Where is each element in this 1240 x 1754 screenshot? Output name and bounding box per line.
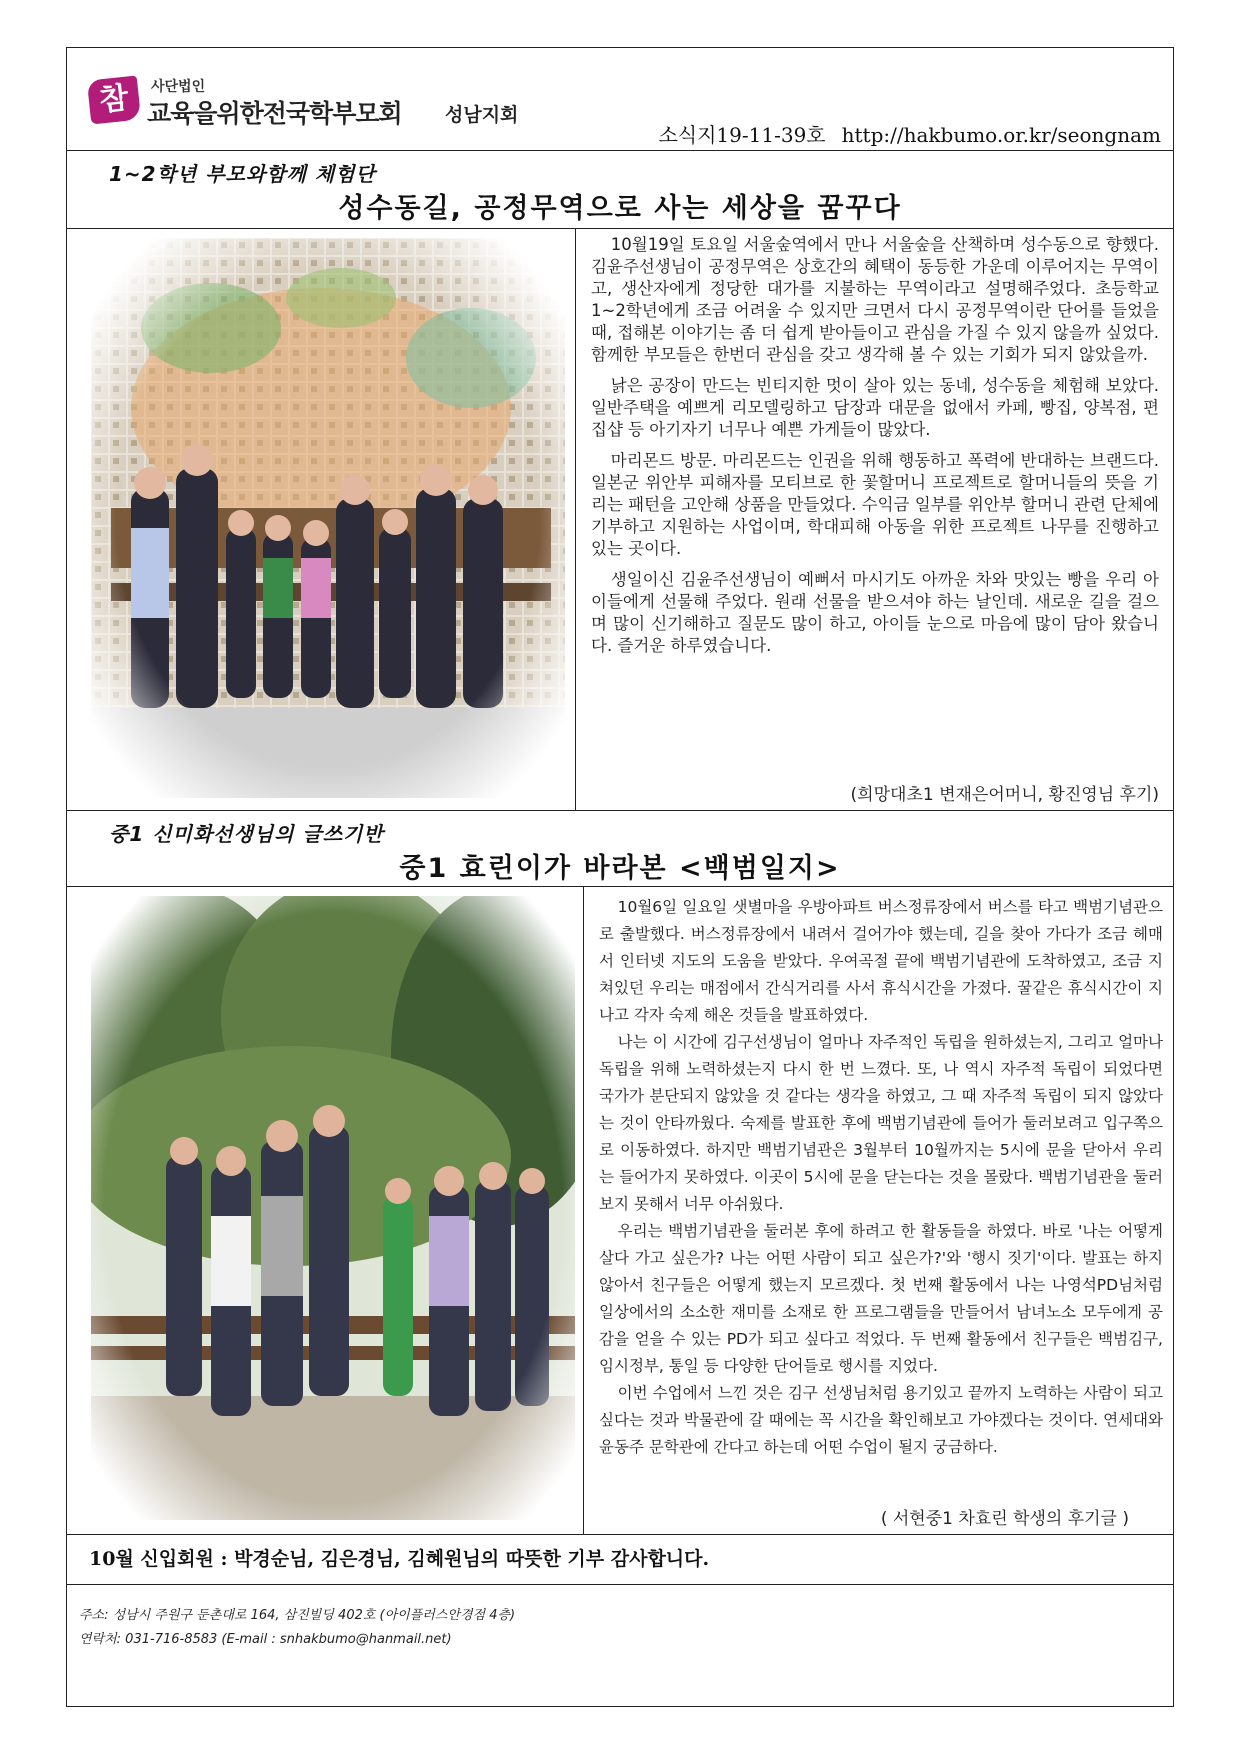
paragraph: 10월19일 토요일 서울숲역에서 만나 서울숲을 산책하며 성수동으로 향했다. 김윤주선생님이 공정무역은 상호간의 혜택이 동등한 가운데 이루어지는 무역이고, 생산자에게 정당한 대가를 지불하는 무역이라고 설명해주었다. 초등학교 1~2학년에게 조금 어려울 수 있지만 크면서 다시 공정무역이란 단어를 들었을 때, 접해본 이야기는 좀 더 쉽게 받아들이고 관심을 가질 수 있지 않을까 싶었다. 함께한 부모들은 한번더 관심을 갖고 생각해 볼 수 있는 기회가 되지 않았을까.: [591, 235, 1159, 364]
section2-kicker: 중1 신미화선생님의 글쓰기반: [109, 822, 384, 846]
divider: [67, 1584, 1173, 1585]
footer-address: 주소: 성남시 주원구 둔촌대로 164, 삼진빌딩 402호 (아이플러스안경점 4층): [79, 1608, 516, 1623]
section2-signature: ( 서현중1 차효린 학생의 후기글 ): [880, 1509, 1129, 1529]
section1-kicker: 1~2학년 부모와함께 체험단: [109, 162, 376, 186]
section2-article: [599, 894, 1163, 1461]
section1-signature: (희망대초1 변재은어머니, 황진영님 후기): [850, 785, 1159, 805]
issue-number: 소식지19-11-39호: [658, 123, 826, 147]
logo-subtitle: 사단법인: [151, 79, 206, 95]
footer-contact: 연락처: 031-716-8583 (E-mail : snhakbumo@hanmail.net): [79, 1632, 452, 1647]
section2-title: 중1 효린이가 바라본 <백범일지>: [399, 853, 841, 884]
group-photo-park: [91, 896, 575, 1520]
group-photo-mural: [91, 238, 565, 798]
divider: [67, 228, 1173, 229]
column-divider: [583, 886, 584, 1534]
logo-mark: 참: [87, 76, 141, 125]
divider: [67, 1534, 1173, 1535]
newsletter-frame: [66, 47, 1174, 1707]
website-link[interactable]: http://hakbumo.or.kr/seongnam: [841, 123, 1161, 147]
paragraph: 마리몬드 방문. 마리몬드는 인권을 위해 행동하고 폭력에 반대하는 브랜드다. 일본군 위안부 피해자를 모티브로 한 꽃할머니 프로젝트로 할머니들의 뜻을 기리는 패턴을 고안해 상품을 만들었다. 수익금 일부를 위안부 할머니 관련 단체에 기부하고 지원하는 사업이며, 학대피해 아동을 위한 프로젝트 나무를 진행하고 있는 곳이다.: [591, 451, 1159, 558]
donation-thanks: 10월 신입회원 : 박경순님, 김은경님, 김혜원님의 따뜻한 기부 감사합니다.: [89, 1548, 710, 1570]
section1-title: 성수동길, 공정무역으로 사는 세상을 꿈꾸다: [338, 193, 902, 224]
divider: [67, 810, 1173, 811]
branch-name: 성남지회: [445, 104, 519, 126]
paragraph: 우리는 백범기념관을 둘러본 후에 하려고 한 활동들을 하였다. 바로 '나는 어떻게 살다 가고 싶은가? 나는 어떤 사람이 되고 싶은가?'와 '행시 짓기'이다. 발표는 하지 않아서 친구들은 어떻게 했는지 모르겠다. 첫 번째 활동에서 나는 나영석PD님처럼 일상에서의 소소한 재미를 소재로 한 프로그램들을 만들어서 남녀노소 모두에게 공감을 얻을 수 있는 PD가 되고 싶다고 적었다. 두 번째 활동에서 친구들은 백범김구, 임시정부, 통일 등 다양한 단어들로 행시를 지었다.: [599, 1222, 1163, 1375]
section1-article: [591, 234, 1159, 666]
paragraph: 10월6일 일요일 샛별마을 우방아파트 버스정류장에서 버스를 타고 백범기념관으로 출발했다. 버스정류장에서 내려서 걸어가야 했는데, 길을 찾아 가다가 조금 헤매서 인터넷 지도의 도움을 받았다. 우여곡절 끝에 백범기념관에 도착하였고, 조금 지쳐있던 우리는 매점에서 간식거리를 사서 휴식시간을 가졌다. 꿀같은 휴식시간이 지나고 각자 숙제 해온 것들을 발표하였다.: [599, 898, 1163, 1024]
divider: [67, 886, 1173, 887]
column-divider: [575, 228, 576, 810]
paragraph: 나는 이 시간에 김구선생님이 얼마나 자주적인 독립을 원하셨는지, 그리고 얼마나 독립을 위해 노력하셨는지 다시 한 번 느꼈다. 또, 나 역시 자주적 독립이 되었다면 국가가 분단되지 않았을 것 같다는 생각을 하였고, 그 때 자주적 독립이 되지 않았다는 것이 안타까웠다. 숙제를 발표한 후에 백범기념관에 들어가 둘러보려고 입구쪽으로 이동하였다. 하지만 백범기념관은 3월부터 10월까지는 5시에 문을 닫아서 우리는 들어가지 못하였다. 이곳이 5시에 문을 닫는다는 것을 몰랐다. 백범기념관을 둘러보지 못해서 너무 아쉬웠다.: [599, 1033, 1163, 1213]
issue-info: [658, 119, 1161, 148]
paragraph: 이번 수업에서 느낀 것은 김구 선생님처럼 용기있고 끝까지 노력하는 사람이 되고싶다는 것과 박물관에 갈 때에는 꼭 시간을 확인해보고 가야겠다는 것이다. 연세대와 윤동주 문학관에 간다고 하는데 어떤 수업이 될지 궁금하다.: [599, 1384, 1163, 1456]
paragraph: 낡은 공장이 만드는 빈티지한 멋이 살아 있는 동네, 성수동을 체험해 보았다. 일반주택을 예쁘게 리모델링하고 담장과 대문을 없애서 카페, 빵집, 양복점, 편집샵 등 아기자기 너무나 예쁜 가게들이 많았다.: [591, 376, 1159, 439]
paragraph: 생일이신 김윤주선생님이 예뻐서 마시기도 아까운 차와 맛있는 빵을 우리 아이들에게 선물해 주었다. 원래 선물을 받으셔야 하는 날인데. 새로운 길을 걸으며 많이 신기해하고 질문도 많이 하고, 아이들 눈으로 마음에 많이 담아 왔습니다. 즐거운 하루였습니다.: [591, 570, 1159, 655]
divider: [67, 150, 1173, 151]
organization-name: 교육을위한전국학부모회: [147, 99, 402, 128]
